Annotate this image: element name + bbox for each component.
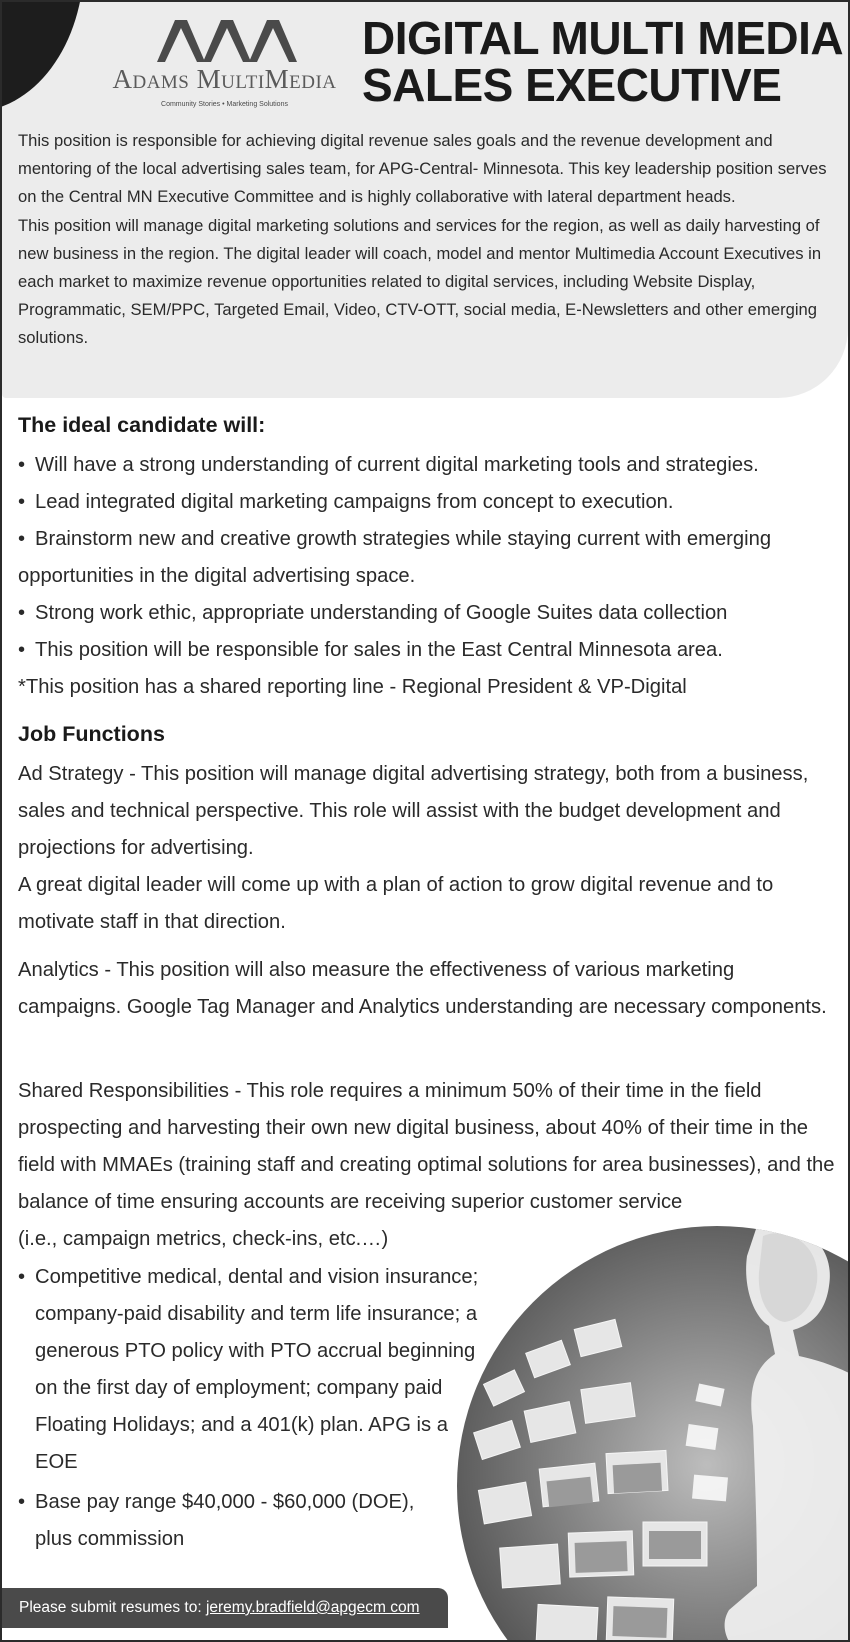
list-item [18, 595, 836, 632]
reporting-note: *This position has a shared reporting line - Regional President & VP-Digital [18, 676, 687, 698]
list-item [18, 632, 836, 669]
bullet-icon: • [18, 1266, 26, 1288]
ideal-candidate-heading: The ideal candidate will: [18, 413, 266, 437]
shared-responsibilities-paragraph: Shared Responsibilities - This role requires a minimum 50% of their time in the field prospecting and harvesting their own new digital business, about 40% of their time in the field with MMAEs (training staff and creating optimal solutions for area businesses), and the balance of time ensuring accounts are receiving superior customer service [18, 1080, 835, 1213]
shared-responsibilities-examples: (i.e., campaign metrics, check-ins, etc.…) [18, 1228, 389, 1250]
job-functions-heading: Job Functions [18, 722, 165, 746]
bullet-icon: • [18, 454, 26, 476]
list-item-text: Strong work ethic, appropriate understanding of Google Suites data collection [35, 602, 728, 624]
list-item [18, 1484, 488, 1558]
person-with-media-screens-image [457, 1226, 850, 1642]
job-title-line-2: SALES EXECUTIVE [362, 59, 782, 111]
company-logo [102, 16, 347, 108]
bullet-icon: • [18, 1491, 26, 1513]
list-item [18, 521, 836, 558]
logo-mark-icon [157, 18, 297, 62]
benefits-insurance-text: Competitive medical, dental and vision insurance; company-paid disability and term life insurance; a generous PTO policy with PTO accrual beginning on the first day of employment; company paid Floating Holidays; and a 401(k) plan. APG is a EOE [35, 1266, 479, 1473]
list-item-text: Brainstorm new and creative growth strategies while staying current with emerging [35, 528, 772, 550]
job-title-line-1: DIGITAL MULTI MEDIA [362, 12, 844, 64]
ad-strategy-paragraph: Ad Strategy - This position will manage digital advertising strategy, both from a business, sales and technical perspective. This role will assist with the budget development and projections for advertising. [18, 763, 809, 859]
intro-text [18, 127, 833, 353]
bullet-icon: • [18, 639, 26, 661]
list-item-text: Lead integrated digital marketing campaigns from concept to execution. [35, 491, 674, 513]
bullet-icon: • [18, 602, 26, 624]
list-item-continuation: opportunities in the digital advertising space. [18, 565, 416, 587]
list-item-text: Will have a strong understanding of current digital marketing tools and strategies. [35, 454, 759, 476]
list-item [18, 484, 836, 521]
digital-leader-paragraph: A great digital leader will come up with a plan of action to grow digital revenue and to motivate staff in that direction. [18, 874, 774, 933]
list-item-text: This position will be responsible for sales in the East Central Minnesota area. [35, 639, 723, 661]
job-title [362, 12, 844, 111]
intro-paragraph-2: This position will manage digital marketing solutions and services for the region, as well as daily harvesting of new business in the region. The digital leader will coach, model and mentor Multimedia Account Executives in each market to maximize revenue opportunities related to digital services, including Website Display, Programmatic, SEM/PPC, Targeted Email, Video, CTV-OTT, social media, E-Newsletters and other emerging solutions. [18, 215, 822, 348]
base-pay-text: Base pay range $40,000 - $60,000 (DOE), plus commission [35, 1491, 415, 1550]
intro-paragraph-1: This position is responsible for achieving digital revenue sales goals and the revenue development and mentoring of the local advertising sales team, for APG-Central- Minnesota. This key leadership position serves on the Central MN Executive Committee and is highly collaborative with lateral department heads. [18, 131, 827, 207]
job-functions-text [18, 756, 836, 941]
logo-tagline: Community Stories • Marketing Solutions [161, 101, 288, 108]
resume-email-link[interactable]: jeremy.bradfield@apgecm com [205, 1599, 420, 1616]
logo-name: Adams MultiMedia [112, 64, 337, 94]
bullet-icon: • [18, 491, 26, 513]
benefits-list [18, 1259, 488, 1558]
analytics-paragraph: Analytics - This position will also measure the effectiveness of various marketing campaigns. Google Tag Manager and Analytics understanding are necessary components. [18, 959, 827, 1018]
list-item [18, 447, 836, 484]
media-screens-illustration [457, 1226, 850, 1642]
bullet-icon: • [18, 528, 26, 550]
ideal-candidate-list [18, 447, 836, 706]
submit-resume-label: Please submit resumes to: [19, 1599, 206, 1616]
submit-resume-text [19, 1599, 420, 1617]
list-item [18, 1259, 488, 1481]
